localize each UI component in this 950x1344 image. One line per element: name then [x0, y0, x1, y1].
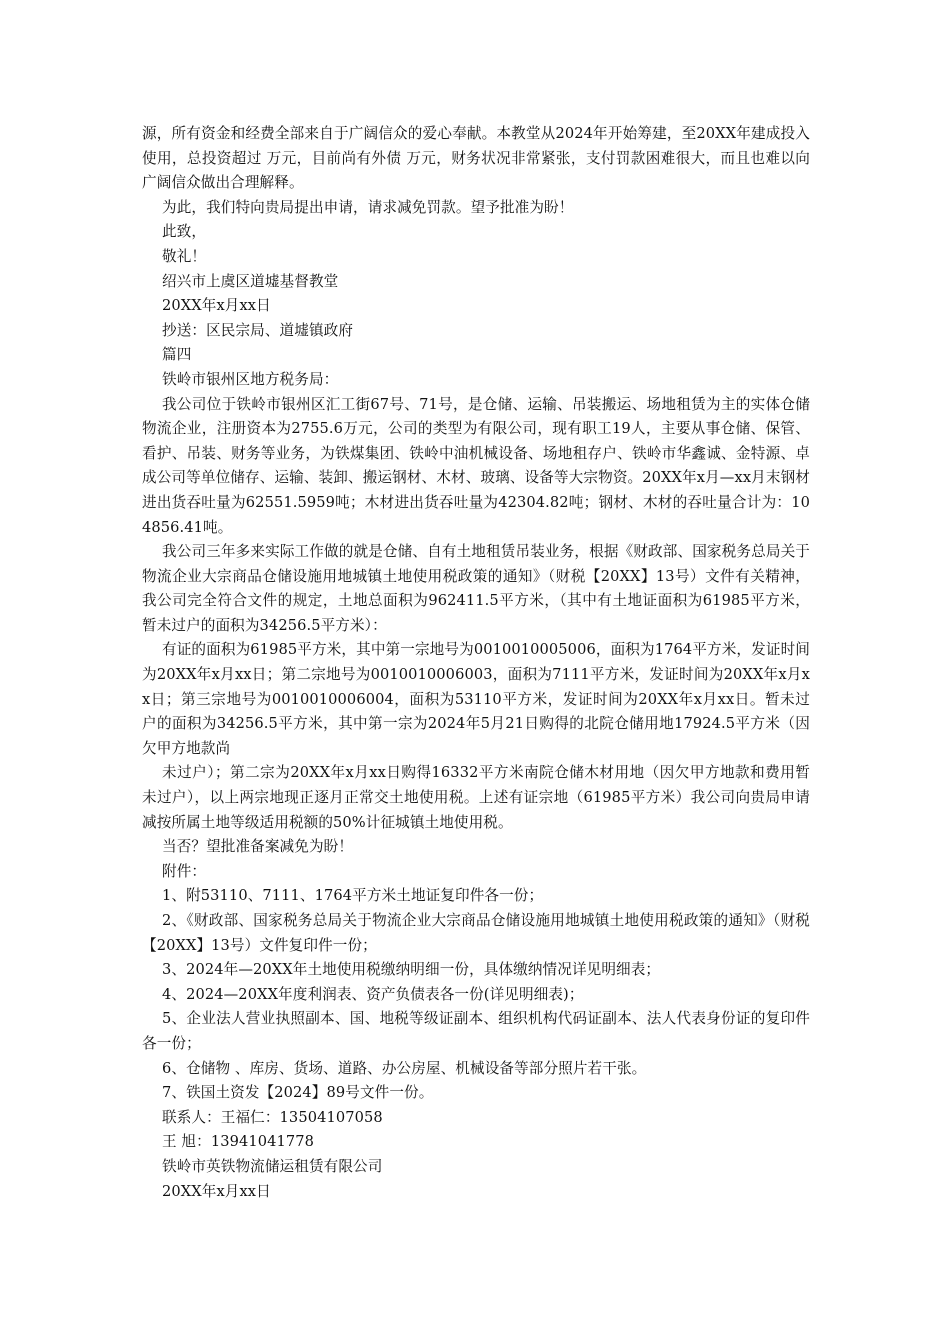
cc-line: 抄送：区民宗局、道墟镇政府	[162, 321, 354, 339]
attachment-item: 2、《财政部、国家税务总局关于物流企业大宗商品仓储设施用地城镇土地使用税政策的通知》（财税【20XX】13号）文件复印件一份；	[142, 912, 810, 954]
salutation-regards: 敬礼！	[162, 247, 207, 265]
paragraph: 有证的面积为61985平方米，其中第一宗地号为0010010005006，面积为1764平方米，发证时间为20XX年x月xx日；第二宗地号为0010010006003，面积为7111平方米，发证时间为20XX年x月xx日；第三宗地号为0010010006004，面积为53110平方米，发证时间为20XX年x月xx日。暂未过户的面积为34256.5平方米，其中第一宗为2024年5月21日购得的北院仓储用地17924.5平方米（因欠甲方地款尚	[142, 641, 810, 757]
paragraph: 我公司三年多来实际工作做的就是仓储、自有土地租赁吊装业务，根据《财政部、国家税务总局关于物流企业大宗商品仓储设施用地城镇土地使用税政策的通知》（财税【20XX】13号）文件有关精神，我公司完全符合文件的规定，土地总面积为962411.5平方米，（其中有土地证面积为61985平方米，暂未过户的面积为34256.5平方米）：	[142, 543, 810, 634]
signature-date: 20XX年x月xx日	[162, 1182, 271, 1200]
paragraph: 我公司位于铁岭市银州区汇工街67号、71号，是仓储、运输、吊装搬运、场地租赁为主的实体仓储物流企业，注册资本为2755.6万元，公司的类型为有限公司，现有职工19人，主要从事仓储、保管、看护、吊装、财务等业务，为铁煤集团、铁岭中油机械设备、场地租存户、铁岭市华鑫诚、金特源、卓成公司等单位储存、运输、装卸、搬运钢材、木材、玻璃、设备等大宗物资。20XX年x月—xx月末钢材进出货吞吐量为62551.5959吨；木材进出货吞吐量为42304.82吨；钢材、木材的吞吐量合计为：104856.41吨。	[142, 395, 810, 536]
attachments-heading: 附件：	[162, 862, 207, 880]
signature-date: 20XX年x月xx日	[162, 297, 271, 315]
signature-org: 铁岭市英铁物流储运租赁有限公司	[162, 1157, 383, 1175]
paragraph: 未过户）；第二宗为20XX年x月xx日购得16332平方米南院仓储木材用地（因欠甲方地款和费用暂未过户），以上两宗地现正逐月正常交土地使用税。上述有证宗地（61985平方米）我公司向贵局申请减按所属土地等级适用税额的50%计征城镇土地使用税。	[142, 764, 810, 831]
attachment-item: 7、铁国土资发【2024】89号文件一份。	[162, 1084, 434, 1102]
salutation-closing: 此致，	[162, 223, 207, 241]
document-body	[142, 122, 810, 1204]
attachment-item: 6、仓储物 、库房、货场、道路、办公房屋、机械设备等部分照片若干张。	[162, 1059, 647, 1077]
section-heading: 篇四	[162, 346, 192, 364]
attachment-item: 5、企业法人营业执照副本、国、地税等级证副本、组织机构代码证副本、法人代表身份证的复印件各一份；	[142, 1010, 810, 1052]
signature-org: 绍兴市上虞区道墟基督教堂	[162, 272, 339, 290]
contact-line: 联系人：王福仁：13504107058	[162, 1108, 383, 1126]
paragraph: 源，所有资金和经费全部来自于广阔信众的爱心奉献。本教堂从2024年开始筹建，至20XX年建成投入使用，总投资超过 万元，目前尚有外债 万元，财务状况非常紧张，支付罚款困难很大，而且也难以向广阔信众做出合理解释。	[142, 125, 810, 192]
paragraph: 为此，我们特向贵局提出申请，请求减免罚款。望予批准为盼！	[162, 198, 574, 216]
addressee: 铁岭市银州区地方税务局：	[162, 370, 339, 388]
request-line: 当否？望批准备案减免为盼！	[162, 838, 354, 856]
attachment-item: 3、2024年—20XX年土地使用税缴纳明细一份，具体缴纳情况详见明细表；	[162, 961, 661, 979]
attachment-item: 4、2024—20XX年度利润表、资产负债表各一份(详见明细表)；	[162, 985, 584, 1003]
contact-line: 王 旭：13941041778	[162, 1133, 315, 1151]
attachment-item: 1、附53110、7111、1764平方米土地证复印件各一份；	[162, 887, 544, 905]
